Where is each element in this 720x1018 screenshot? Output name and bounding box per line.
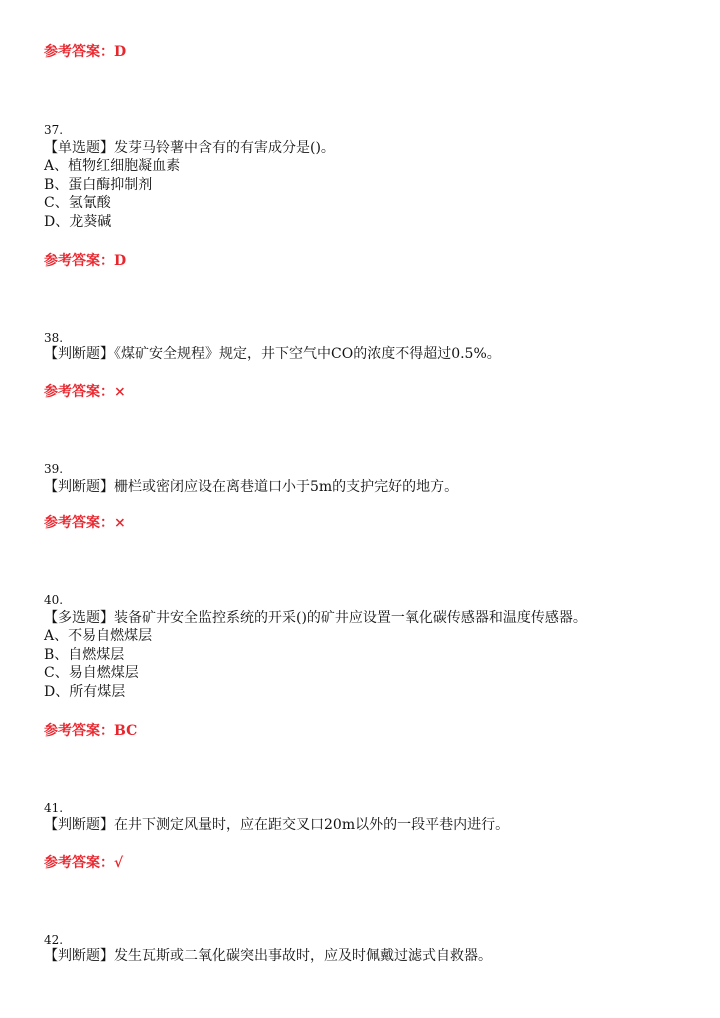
option-c: C、氢氰酸 [44,195,111,211]
answer-label: 参考答案： [44,723,114,739]
answer-label: 参考答案： [44,384,114,400]
option-b: B、自燃煤层 [44,647,125,663]
question-number: 40. [44,593,64,607]
answer-value: D [114,253,127,269]
answer-value: D [114,44,127,60]
answer-line [44,383,126,401]
question-number: 37. [44,123,64,137]
question-number: 39. [44,462,64,476]
answer-value: × [114,384,126,400]
question-stem: 【单选题】发芽马铃薯中含有的有害成分是()。 [44,140,335,156]
answer-line [44,43,126,61]
answer-label: 参考答案： [44,44,114,60]
question-stem: 【判断题】《煤矿安全规程》规定，井下空气中CO的浓度不得超过0.5%。 [44,346,501,362]
option-a: A、植物红细胞凝血素 [44,158,181,174]
option-b: B、蛋白酶抑制剂 [44,177,153,193]
answer-line [44,722,137,740]
option-c: C、易自燃煤层 [44,665,139,681]
answer-value: × [114,515,126,531]
question-stem: 【多选题】装备矿井安全监控系统的开采()的矿井应设置一氧化碳传感器和温度传感器。 [44,610,587,626]
answer-line [44,514,126,532]
answer-label: 参考答案： [44,515,114,531]
answer-value: √ [114,855,124,871]
question-stem: 【判断题】在井下测定风量时，应在距交叉口20m以外的一段平巷内进行。 [44,817,510,833]
question-number: 42. [44,933,64,947]
answer-label: 参考答案： [44,855,114,871]
question-stem: 【判断题】栅栏或密闭应设在离巷道口小于5m的支护完好的地方。 [44,479,459,495]
question-stem: 【判断题】发生瓦斯或二氧化碳突出事故时，应及时佩戴过滤式自救器。 [44,948,492,964]
option-a: A、不易自燃煤层 [44,628,153,644]
question-number: 38. [44,331,64,345]
answer-label: 参考答案： [44,253,114,269]
question-number: 41. [44,801,64,815]
option-d: D、龙葵碱 [44,214,112,230]
option-d: D、所有煤层 [44,684,126,700]
answer-line [44,252,126,270]
answer-value: BC [114,723,138,739]
answer-line [44,854,123,872]
